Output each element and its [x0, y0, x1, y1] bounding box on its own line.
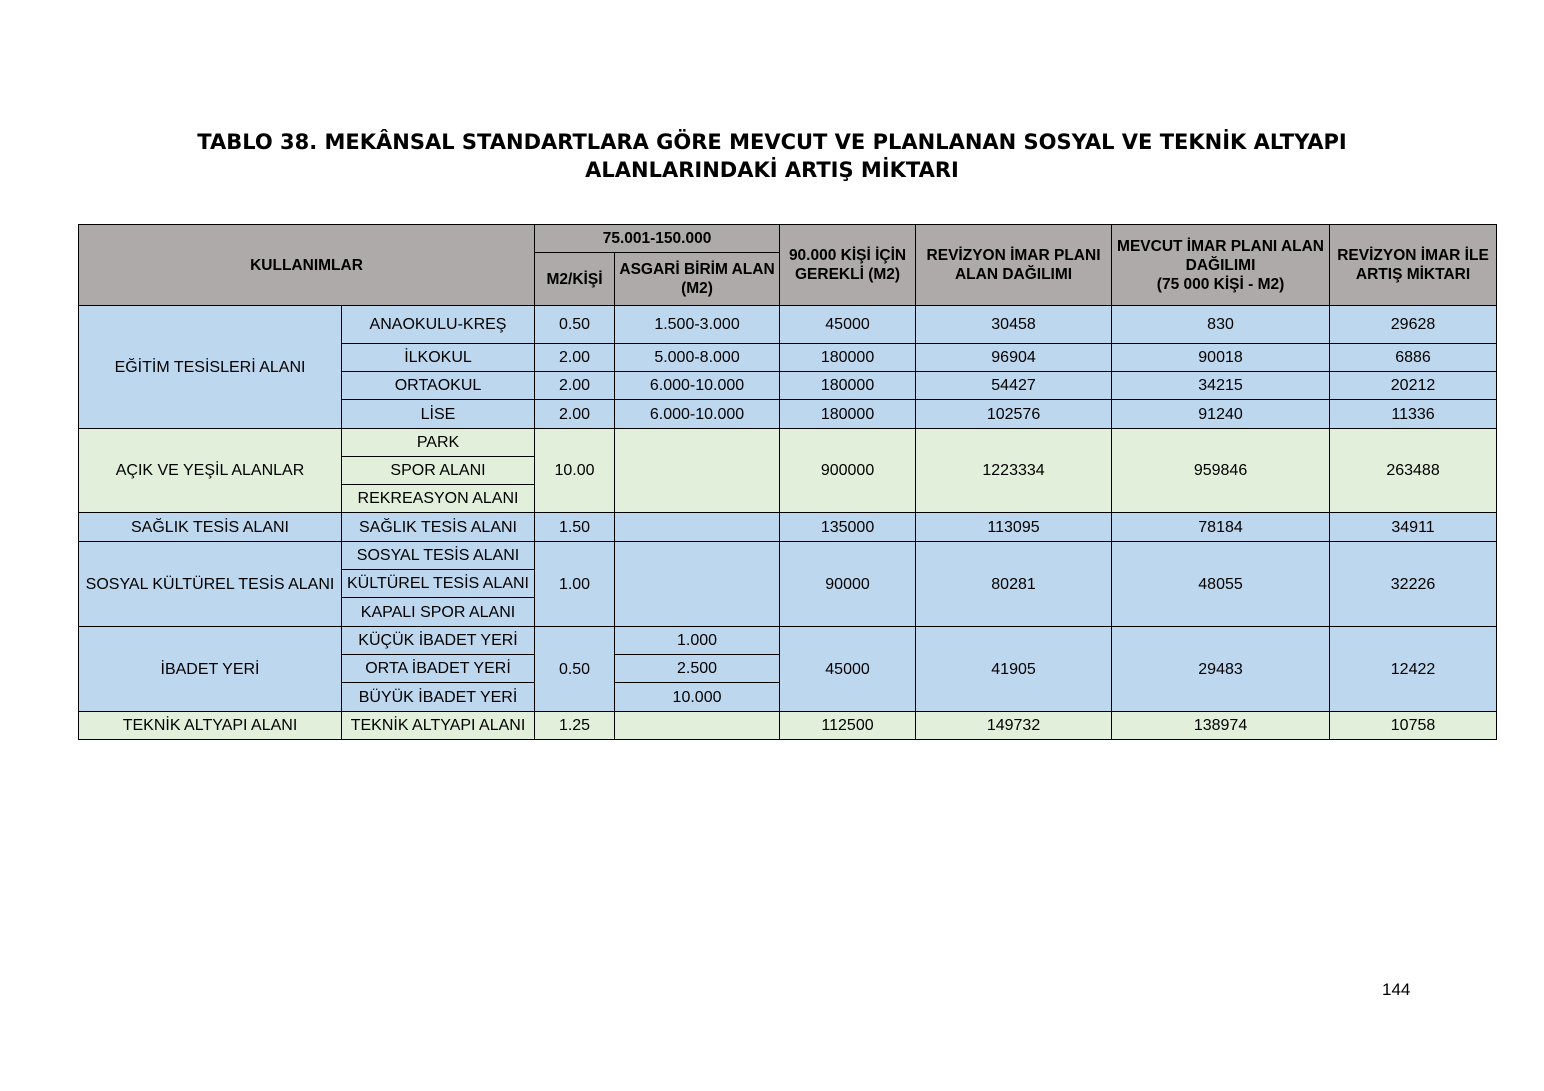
cell-revizyon: 149732: [916, 712, 1112, 740]
cell-gerekli: 180000: [780, 344, 916, 372]
cell-gerekli: 900000: [780, 429, 916, 513]
cell-revizyon: 113095: [916, 513, 1112, 542]
header-artis: REVİZYON İMAR İLE ARTIŞ MİKTARI: [1330, 225, 1497, 306]
header-mevcut-line2: (75 000 KİŞİ - M2): [1156, 275, 1285, 293]
table-row: [79, 513, 1497, 542]
title-line-2: ALANLARINDAKİ ARTIŞ MİKTARI: [585, 158, 959, 182]
cell-gerekli: 45000: [780, 306, 916, 344]
cell-gerekli: 90000: [780, 542, 916, 627]
row-name: KAPALI SPOR ALANI: [342, 598, 535, 627]
group-teknik: TEKNİK ALTYAPI ALANI: [79, 712, 342, 740]
group-ibadet: İBADET YERİ: [79, 627, 342, 712]
cell-revizyon: 54427: [916, 372, 1112, 400]
cell-artis: 32226: [1330, 542, 1497, 627]
cell-m2: 1.50: [535, 513, 615, 542]
cell-artis: 20212: [1330, 372, 1497, 400]
cell-m2: 2.00: [535, 400, 615, 429]
cell-artis: 263488: [1330, 429, 1497, 513]
cell-mevcut: 138974: [1112, 712, 1330, 740]
row-name: İLKOKUL: [342, 344, 535, 372]
cell-gerekli: 45000: [780, 627, 916, 712]
table-row: [79, 627, 1497, 655]
title-line-1: TABLO 38. MEKÂNSAL STANDARTLARA GÖRE MEVCUT VE PLANLANAN SOSYAL VE TEKNİK ALTYAPI: [197, 130, 1347, 154]
cell-asgari: 5.000-8.000: [615, 344, 780, 372]
cell-asgari-empty: [615, 542, 780, 627]
cell-gerekli: 112500: [780, 712, 916, 740]
row-name: ORTAOKUL: [342, 372, 535, 400]
cell-asgari: 6.000-10.000: [615, 400, 780, 429]
cell-mevcut: 48055: [1112, 542, 1330, 627]
row-name: SAĞLIK TESİS ALANI: [342, 513, 535, 542]
header-revizyon: REVİZYON İMAR PLANI ALAN DAĞILIMI: [916, 225, 1112, 306]
header-m2-kisi: M2/KİŞİ: [535, 253, 615, 306]
row-name: BÜYÜK İBADET YERİ: [342, 683, 535, 712]
cell-revizyon: 96904: [916, 344, 1112, 372]
table-row: [79, 306, 1497, 344]
table-row: [79, 712, 1497, 740]
row-name: KÜLTÜREL TESİS ALANI: [342, 570, 535, 598]
cell-m2: 1.00: [535, 542, 615, 627]
cell-artis: 11336: [1330, 400, 1497, 429]
group-egitim: EĞİTİM TESİSLERİ ALANI: [79, 306, 342, 429]
cell-revizyon: 30458: [916, 306, 1112, 344]
cell-revizyon: 80281: [916, 542, 1112, 627]
cell-revizyon: 102576: [916, 400, 1112, 429]
row-name: KÜÇÜK İBADET YERİ: [342, 627, 535, 655]
cell-asgari-empty: [615, 712, 780, 740]
cell-artis: 12422: [1330, 627, 1497, 712]
group-acik: AÇIK VE YEŞİL ALANLAR: [79, 429, 342, 513]
header-range: 75.001-150.000: [535, 225, 780, 253]
table-row: [79, 542, 1497, 570]
standards-table: [78, 224, 1497, 740]
cell-artis: 10758: [1330, 712, 1497, 740]
row-name: PARK: [342, 429, 535, 457]
cell-mevcut: 91240: [1112, 400, 1330, 429]
cell-gerekli: 180000: [780, 400, 916, 429]
cell-mevcut: 29483: [1112, 627, 1330, 712]
cell-mevcut: 78184: [1112, 513, 1330, 542]
row-name: LİSE: [342, 400, 535, 429]
row-name: SPOR ALANI: [342, 457, 535, 485]
cell-artis: 29628: [1330, 306, 1497, 344]
header-mevcut-line1: MEVCUT İMAR PLANI ALAN DAĞILIMI: [1117, 237, 1324, 274]
header-gerekli: 90.000 KİŞİ İÇİN GEREKLİ (M2): [780, 225, 916, 306]
header-kullanimlar: KULLANIMLAR: [79, 225, 535, 306]
cell-gerekli: 135000: [780, 513, 916, 542]
cell-mevcut: 90018: [1112, 344, 1330, 372]
cell-gerekli: 180000: [780, 372, 916, 400]
header-asgari: ASGARİ BİRİM ALAN (M2): [615, 253, 780, 306]
cell-mevcut: 34215: [1112, 372, 1330, 400]
cell-mevcut: 959846: [1112, 429, 1330, 513]
cell-asgari: 6.000-10.000: [615, 372, 780, 400]
cell-asgari: 1.500-3.000: [615, 306, 780, 344]
cell-m2: 2.00: [535, 372, 615, 400]
table-row: [79, 429, 1497, 457]
row-name: ANAOKULU-KREŞ: [342, 306, 535, 344]
cell-m2: 10.00: [535, 429, 615, 513]
cell-asgari: 2.500: [615, 655, 780, 683]
group-sosyal: SOSYAL KÜLTÜREL TESİS ALANI: [79, 542, 342, 627]
row-name: TEKNİK ALTYAPI ALANI: [342, 712, 535, 740]
row-name: REKREASYON ALANI: [342, 485, 535, 513]
cell-m2: 0.50: [535, 627, 615, 712]
row-name: ORTA İBADET YERİ: [342, 655, 535, 683]
cell-artis: 34911: [1330, 513, 1497, 542]
cell-m2: 1.25: [535, 712, 615, 740]
header-mevcut: [1112, 225, 1330, 306]
group-saglik: SAĞLIK TESİS ALANI: [79, 513, 342, 542]
cell-revizyon: 41905: [916, 627, 1112, 712]
row-name: SOSYAL TESİS ALANI: [342, 542, 535, 570]
cell-asgari: 1.000: [615, 627, 780, 655]
cell-artis: 6886: [1330, 344, 1497, 372]
cell-revizyon: 1223334: [916, 429, 1112, 513]
cell-m2: 2.00: [535, 344, 615, 372]
cell-asgari-empty: [615, 513, 780, 542]
cell-m2: 0.50: [535, 306, 615, 344]
cell-asgari: 10.000: [615, 683, 780, 712]
table-title: [0, 128, 1544, 184]
cell-asgari-empty: [615, 429, 780, 513]
cell-mevcut: 830: [1112, 306, 1330, 344]
page-number: 144: [1382, 980, 1411, 999]
